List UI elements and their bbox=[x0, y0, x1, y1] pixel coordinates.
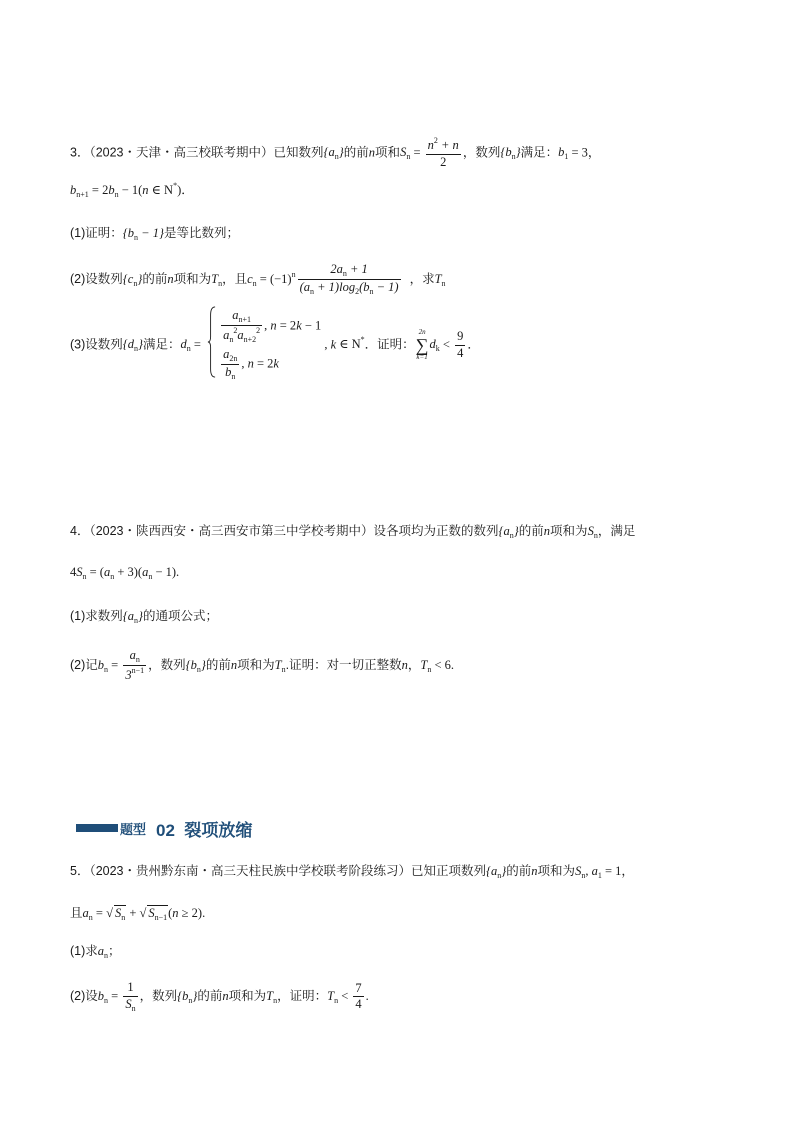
fraction: $\frac{2a_n + 1}{(a_n + 1)\log_2(b_n - 1)}$ bbox=[299, 262, 399, 296]
section-header bbox=[76, 816, 252, 840]
problem-source: （2023・天津・高三校联考期中） bbox=[89, 145, 274, 160]
problem-3-part3: (3)设数列$\{d_n\}$满足：$d_n$ = $\frac{a_{n+1}}{a_n^2a_{n+2}^2}$ , n = 2k − 1 $\frac{a_{2n}}{b_n}$ , n = 2k , k ∈ N*．证明： 2n ∑ k=1 $d_k$ < $\frac{9}{4}$ ． bbox=[70, 306, 480, 384]
problem-number: 5． bbox=[70, 864, 90, 878]
fraction: $\frac{1}{S_n}$ bbox=[125, 980, 136, 1013]
problem-5-relation: 且$a_n$ = √ $S_n$ + √ $S_{n-1}(n \ge 2)$. bbox=[70, 906, 206, 922]
problem-source: （2023・陕西西安・高三西安市第三中学校考期中） bbox=[89, 524, 374, 538]
summation: 2n ∑ k=1 bbox=[415, 328, 429, 361]
fraction: $\frac{n^2 + n}{2}$ bbox=[427, 136, 459, 169]
section-tag: 题型 bbox=[120, 821, 147, 837]
problem-3-part1: (1)证明：$\{b_n - 1\}$是等比数列； bbox=[70, 226, 239, 242]
problem-3-stem: 3．（2023・天津・高三校联考期中）已知数列$\{a_n\}$的前n项和$S_n$ = $\frac{n^2 + n}{2}$ ，数列$\{b_n\}$满足：$b_1 = 3$， bbox=[70, 136, 601, 169]
fraction: $\frac{a_n}{3^{n-1}}$ bbox=[125, 648, 145, 682]
problem-3-recurrence: $b_{n+1} = 2b_n - 1(n$ ∈ N*)． bbox=[70, 181, 194, 199]
problem-number: 4． bbox=[70, 524, 90, 538]
problem-5-part2: (2)设$b_n$ = $\frac{1}{S_n}$ ，数列$\{b_n\}$的前n项和为$T_n$，证明：$T_n$ < $\frac{7}{4}$ . bbox=[70, 980, 369, 1013]
section-title: 02 裂项放缩 bbox=[156, 820, 253, 840]
fraction: $\frac{7}{4}$ bbox=[355, 980, 362, 1012]
problem-5-part1: (1)求$a_n$； bbox=[70, 944, 121, 960]
problem-4-relation: $4S_n = (a_n + 3)(a_n - 1)$. bbox=[70, 565, 180, 581]
problem-number: 3． bbox=[70, 145, 90, 160]
fraction: $\frac{9}{4}$ bbox=[457, 328, 464, 360]
problem-4-stem: 4．（2023・陕西西安・高三西安市第三中学校考期中）设各项均为正数的数列$\{a_n\}$的前n项和为$S_n$，满足 bbox=[70, 524, 636, 540]
problem-3-part2: (2)设数列$\{c_n\}$的前n项和为$T_n$，且$c_n = (-1)^n$ $\frac{2a_n + 1}{(a_n + 1)\log_2(b_n - 1)}$ ，求$T_n$ bbox=[70, 262, 446, 296]
problem-4-part2: (2)记$b_n$ = $\frac{a_n}{3^{n-1}}$ ，数列$\{b_n\}$的前n项和为$T_n$.证明：对一切正整数n，$T_n < 6$. bbox=[70, 648, 454, 682]
problem-4-part1: (1)求数列$\{a_n\}$的通项公式； bbox=[70, 609, 219, 625]
problem-source: （2023・贵州黔东南・高三天柱民族中学校联考阶段练习） bbox=[89, 864, 412, 878]
piecewise-definition: $\frac{a_{n+1}}{a_n^2a_{n+2}^2}$ , n = 2k − 1 $\frac{a_{2n}}{b_n}$ , n = 2k bbox=[207, 306, 321, 384]
problem-5-stem: 5．（2023・贵州黔东南・高三天柱民族中学校联考阶段练习）已知正项数列$\{a_n\}$的前n项和为$S_n$, $a_1 = 1$， bbox=[70, 864, 634, 880]
section-bar bbox=[76, 824, 118, 832]
